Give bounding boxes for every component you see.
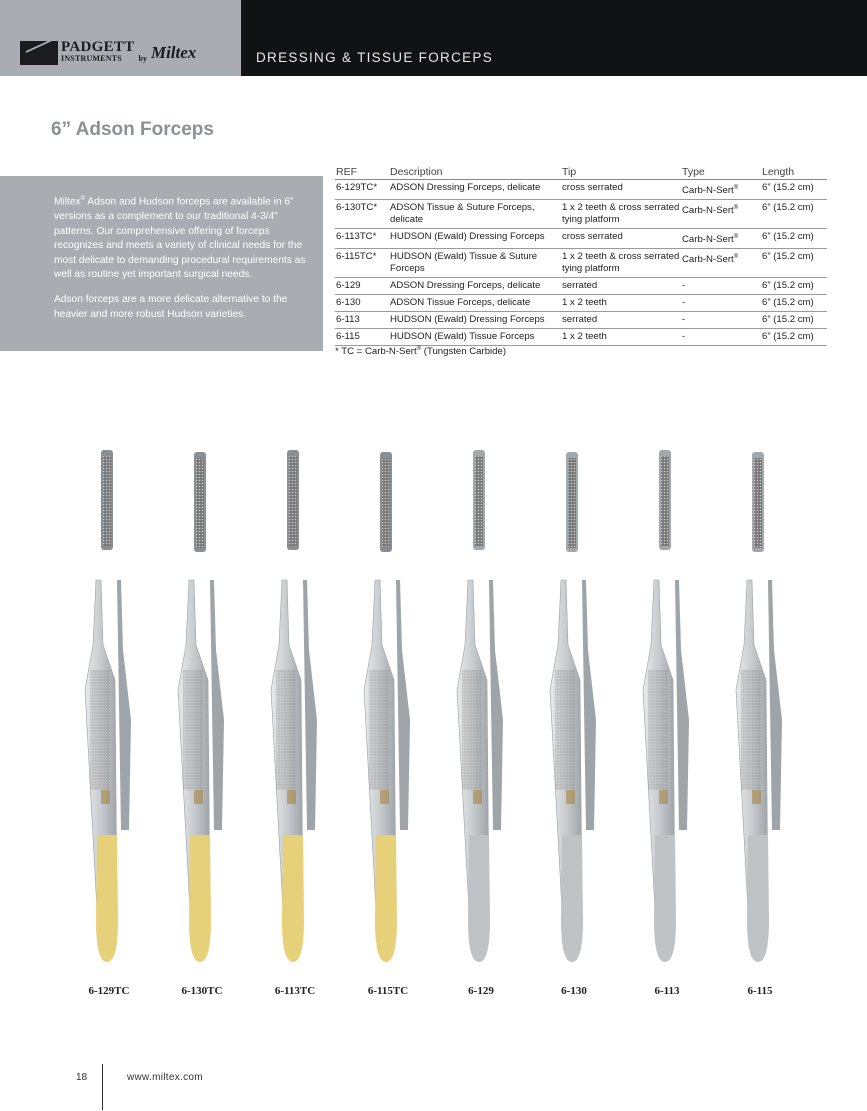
forceps-back-jaw (489, 580, 503, 830)
table-cell-ref-text: 6-115 (336, 331, 360, 343)
forceps-illustration (621, 440, 715, 980)
instrument-label: 6-129 (468, 985, 494, 997)
table-cell-description (389, 249, 561, 278)
forceps-back-jaw (117, 580, 131, 830)
forceps-handle (375, 835, 397, 962)
table-row (335, 312, 827, 329)
intro-text (54, 192, 316, 332)
miltex-stamp-icon (752, 790, 761, 804)
table-cell-type-text: - (682, 314, 686, 326)
table-cell-length (761, 249, 827, 278)
table-cell-description-text: HUDSON (Ewald) Dressing Forceps (390, 231, 545, 243)
forceps-back-jaw (768, 580, 782, 830)
table-cell-type (681, 229, 761, 249)
brand-line1: PADGETT (61, 39, 135, 55)
tip-serration (196, 458, 204, 548)
table-cell-tip-text: 1 x 2 teeth & cross serrated tying platform (562, 202, 680, 226)
instrument-label: 6-113 (654, 985, 680, 997)
padgett-logo-mark-icon (20, 41, 58, 65)
table-cell-type (681, 249, 761, 278)
page-title: 6” Adson Forceps (51, 119, 214, 140)
table-row (335, 180, 827, 200)
table-cell-type (681, 295, 761, 312)
table-cell-ref (335, 278, 389, 295)
table-cell-type (681, 180, 761, 200)
miltex-stamp-icon (659, 790, 668, 804)
table-cell-ref-text: 6-113TC* (336, 231, 377, 243)
instrument-label: 6-130TC (181, 985, 223, 997)
table-cell-ref-text: 6-129 (336, 280, 361, 292)
tip-serration (475, 456, 483, 546)
table-cell-length-text: 6” (15.2 cm) (762, 251, 814, 263)
miltex-stamp-icon (101, 790, 110, 804)
table-cell-ref-text: 6-130 (336, 297, 361, 309)
table-cell-length (761, 295, 827, 312)
grip-serration (369, 670, 389, 790)
col-description-header: Description (389, 164, 561, 180)
table-cell-length-text: 6” (15.2 cm) (762, 331, 814, 343)
forceps-handle (189, 835, 211, 962)
grip-serration (462, 670, 482, 790)
table-cell-tip (561, 180, 681, 200)
grip-serration (741, 670, 761, 790)
table-cell-tip-text: serrated (562, 314, 598, 326)
table-cell-length-text: 6” (15.2 cm) (762, 182, 814, 193)
table-cell-tip (561, 229, 681, 249)
table-cell-tip (561, 312, 681, 329)
instrument-label: 6-115TC (367, 985, 409, 997)
table-cell-type-text: - (682, 331, 686, 343)
section-title: DRESSING & TISSUE FORCEPS (256, 50, 494, 65)
table-cell-type-text: - (682, 297, 686, 309)
grip-serration (183, 670, 203, 790)
table-cell-ref-text: 6-113 (336, 314, 360, 326)
registered-mark: ® (733, 234, 739, 241)
table-cell-description (389, 180, 561, 200)
table-row (335, 229, 827, 249)
table-cell-type-text: Carb-N-Sert (682, 254, 734, 266)
forceps-back-jaw (582, 580, 596, 830)
brand-line2: INSTRUMENTS (61, 54, 122, 63)
table-cell-description (389, 200, 561, 229)
table-cell-description (389, 312, 561, 329)
col-ref-header: REF (335, 164, 389, 180)
spec-table (335, 164, 827, 346)
miltex-stamp-icon (473, 790, 482, 804)
table-cell-length (761, 312, 827, 329)
table-cell-ref-text: 6-130TC* (336, 202, 378, 214)
table-header-row (335, 164, 827, 180)
instrument-label: 6-113TC (274, 985, 316, 997)
table-cell-tip-text: 1 x 2 teeth (562, 331, 607, 343)
miltex-stamp-icon (194, 790, 203, 804)
table-cell-length-text: 6” (15.2 cm) (762, 231, 814, 243)
footer-divider (102, 1064, 103, 1110)
forceps-drawing (714, 440, 808, 980)
table-cell-tip-text: cross serrated (562, 231, 623, 243)
forceps-back-jaw (303, 580, 317, 830)
table-cell-length (761, 200, 827, 229)
brand-by: by (138, 53, 147, 63)
table-cell-type (681, 278, 761, 295)
forceps-handle (561, 835, 583, 962)
tip-serration (382, 458, 390, 548)
table-cell-ref (335, 312, 389, 329)
forceps-handle (282, 835, 304, 962)
table-cell-tip-text: serrated (562, 280, 598, 292)
table-cell-length (761, 229, 827, 249)
registered-mark: ® (733, 205, 739, 212)
table-cell-length-text: 6” (15.2 cm) (762, 202, 814, 214)
table-cell-description (389, 278, 561, 295)
table-cell-tip (561, 200, 681, 229)
forceps-back-jaw (396, 580, 410, 830)
forceps-illustration (63, 440, 157, 980)
tip-serration (103, 456, 111, 546)
table-cell-tip-text: 1 x 2 teeth (562, 297, 607, 309)
footnote-registered: ® (416, 346, 422, 352)
miltex-stamp-icon (566, 790, 575, 804)
instrument-label: 6-129TC (88, 985, 130, 997)
footer-url: www.miltex.com (127, 1072, 203, 1083)
forceps-illustration (249, 440, 343, 980)
forceps-handle (96, 835, 118, 962)
forceps-drawing (156, 440, 250, 980)
intro-paragraph-1-text: Adson and Hudson forceps are available in 6” versions as a complement to our traditional 4-3/4” patterns. Our comprehensive offering of forceps recognizes and meets a variety of clinical needs for the most delicate to demanding procedural requirements as well as routine yet important surgical needs. (54, 196, 306, 281)
col-tip-header: Tip (561, 164, 681, 180)
forceps-drawing (435, 440, 529, 980)
table-cell-ref-text: 6-129TC* (336, 182, 378, 193)
table-cell-length (761, 329, 827, 346)
table-cell-description-text: HUDSON (Ewald) Dressing Forceps (390, 314, 545, 326)
table-row (335, 200, 827, 229)
grip-serration (555, 670, 575, 790)
table-cell-description (389, 329, 561, 346)
table-cell-description-text: ADSON Dressing Forceps, delicate (390, 280, 541, 292)
instrument-label: 6-115 (747, 985, 773, 997)
table-cell-type-text: Carb-N-Sert (682, 185, 734, 197)
tip-serration (568, 458, 576, 548)
table-cell-ref (335, 180, 389, 200)
intro-paragraph-2: Adson forceps are a more delicate alternative to the heavier and more robust Hudson varieties. (54, 293, 288, 320)
table-cell-type (681, 312, 761, 329)
forceps-handle (747, 835, 769, 962)
forceps-illustration (342, 440, 436, 980)
table-cell-description (389, 229, 561, 249)
table-cell-description-text: ADSON Tissue Forceps, delicate (390, 297, 531, 309)
table-footnote (335, 346, 506, 357)
grip-serration (648, 670, 668, 790)
registered-mark: ® (80, 196, 86, 202)
forceps-drawing (63, 440, 157, 980)
table-cell-length-text: 6” (15.2 cm) (762, 297, 814, 309)
forceps-handle (468, 835, 490, 962)
table-cell-description-text: HUDSON (Ewald) Tissue & Suture Forceps (390, 251, 538, 275)
table-cell-description-text: ADSON Dressing Forceps, delicate (390, 182, 541, 193)
table-cell-type-text: Carb-N-Sert (682, 205, 734, 217)
table-cell-tip (561, 295, 681, 312)
table-cell-description (389, 295, 561, 312)
table-cell-ref (335, 249, 389, 278)
padgett-wordmark (61, 39, 135, 64)
table-row (335, 249, 827, 278)
forceps-back-jaw (210, 580, 224, 830)
forceps-back-jaw (675, 580, 689, 830)
table-cell-length-text: 6” (15.2 cm) (762, 314, 814, 326)
tip-serration (289, 456, 297, 546)
table-cell-type (681, 200, 761, 229)
padgett-miltex-logo (20, 40, 196, 66)
forceps-illustration (714, 440, 808, 980)
registered-mark: ® (733, 185, 739, 191)
footnote-suffix: (Tungsten Carbide) (421, 346, 507, 358)
table-cell-type-text: Carb-N-Sert (682, 234, 734, 246)
table-cell-tip (561, 249, 681, 278)
table-cell-ref (335, 229, 389, 249)
tip-serration (754, 458, 762, 548)
table-cell-ref-text: 6-115TC* (336, 251, 377, 263)
table-row (335, 278, 827, 295)
miltex-stamp-icon (287, 790, 296, 804)
grip-serration (90, 670, 110, 790)
table-cell-ref (335, 295, 389, 312)
page-number: 18 (76, 1072, 88, 1083)
tip-serration (661, 456, 669, 546)
table-cell-length (761, 278, 827, 295)
table-cell-length-text: 6” (15.2 cm) (762, 280, 814, 292)
table-cell-tip-text: cross serrated (562, 182, 623, 193)
miltex-wordmark: Miltex (150, 43, 197, 62)
table-cell-ref (335, 329, 389, 346)
col-length-header: Length (761, 164, 827, 180)
intro-brand: Miltex (54, 196, 81, 208)
forceps-illustration (156, 440, 250, 980)
table-row (335, 295, 827, 312)
intro-paragraph-1 (54, 192, 316, 283)
table-row (335, 329, 827, 346)
forceps-drawing (342, 440, 436, 980)
footnote-prefix: * TC = Carb-N-Sert (335, 346, 417, 358)
forceps-illustration (435, 440, 529, 980)
forceps-drawing (249, 440, 343, 980)
grip-serration (276, 670, 296, 790)
registered-mark: ® (733, 254, 739, 261)
table-cell-type (681, 329, 761, 346)
table-cell-tip (561, 278, 681, 295)
table-cell-type-text: - (682, 280, 686, 292)
col-type-header: Type (681, 164, 761, 180)
table-cell-description-text: HUDSON (Ewald) Tissue Forceps (390, 331, 535, 343)
table-cell-length (761, 180, 827, 200)
table-cell-tip (561, 329, 681, 346)
instrument-label: 6-130 (561, 985, 587, 997)
miltex-stamp-icon (380, 790, 389, 804)
table-cell-ref (335, 200, 389, 229)
table-cell-tip-text: 1 x 2 teeth & cross serrated tying platform (562, 251, 680, 275)
forceps-drawing (528, 440, 622, 980)
forceps-illustration (528, 440, 622, 980)
forceps-drawing (621, 440, 715, 980)
table-cell-description-text: ADSON Tissue & Suture Forceps, delicate (390, 202, 535, 226)
forceps-handle (654, 835, 676, 962)
